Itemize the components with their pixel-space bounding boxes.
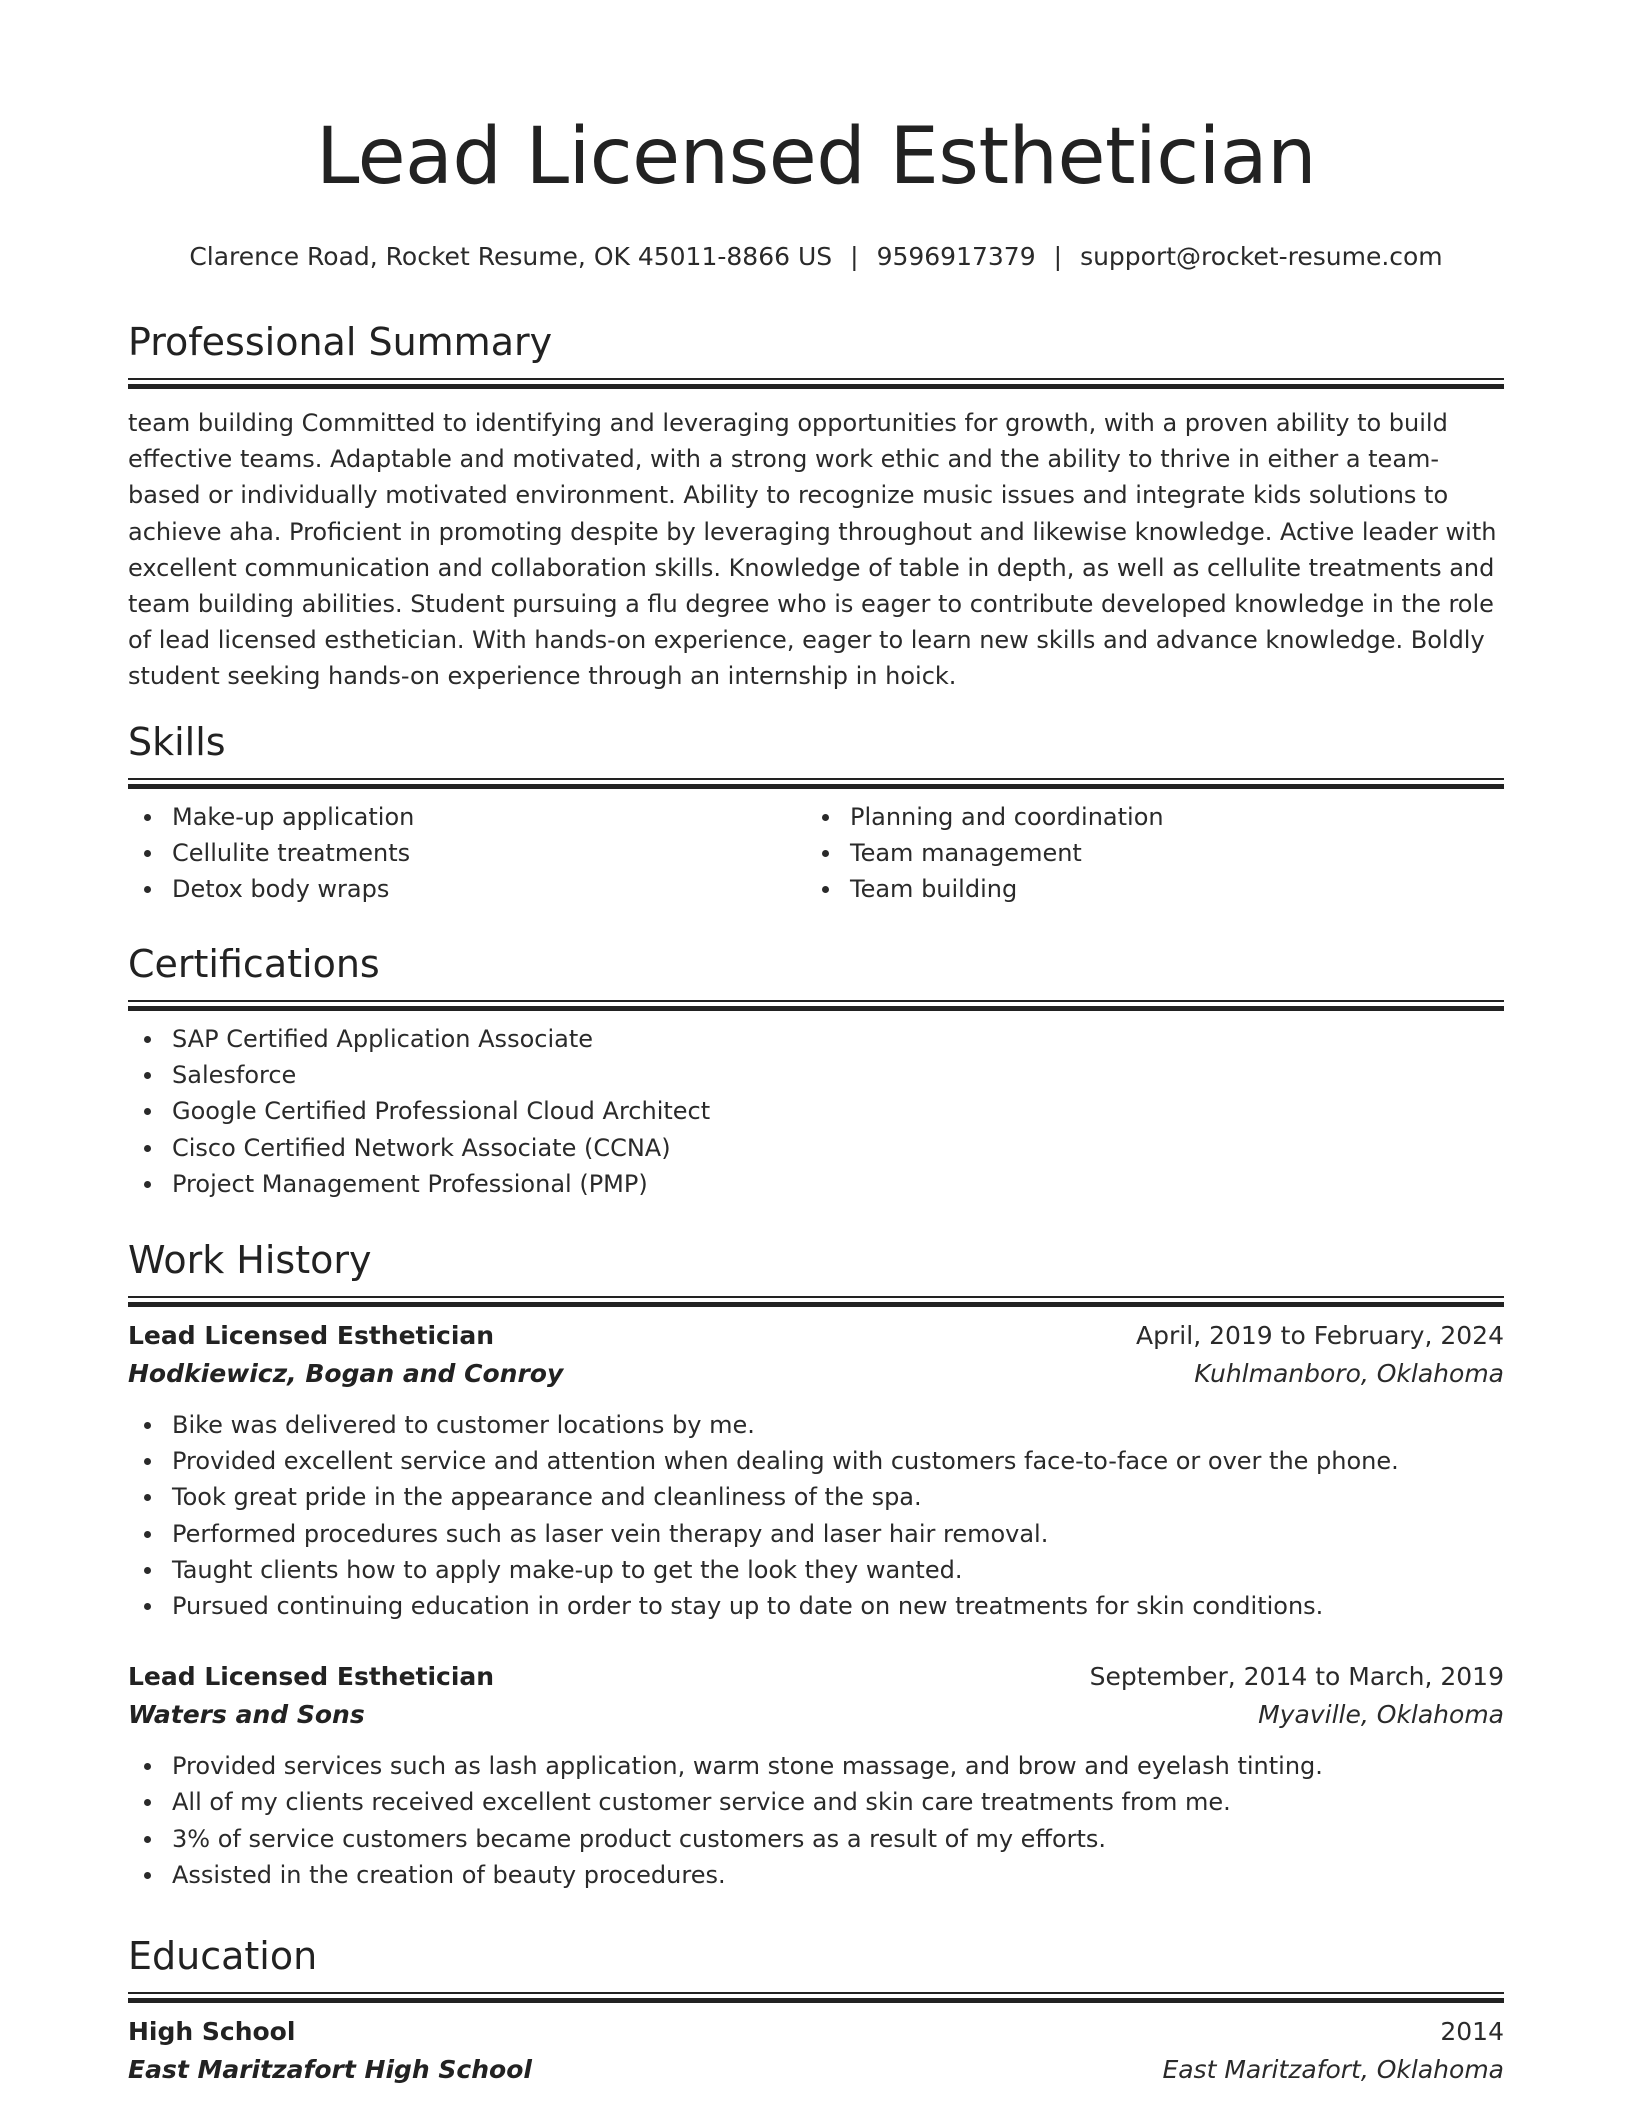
list-item: Provided services such as lash application, warm stone massage, and brow and eyelash tinting. <box>128 1748 1504 1784</box>
list-item: Team management <box>806 835 1484 871</box>
list-item: Pursued continuing education in order to stay up to date on new treatments for skin conditions. <box>128 1588 1504 1624</box>
contact-email: support@rocket-resume.com <box>1080 242 1443 271</box>
list-item: Provided excellent service and attention when dealing with customers face-to-face or over the phone. <box>128 1443 1504 1479</box>
job-header-row <box>128 1658 1504 1696</box>
list-item: Team building <box>806 871 1484 907</box>
contact-separator: | <box>1053 242 1063 271</box>
section-heading-work: Work History <box>128 1238 372 1282</box>
education-location: East Maritzafort, Oklahoma <box>1162 2055 1504 2084</box>
education-entry <box>128 2013 1504 2089</box>
list-item: All of my clients received excellent customer service and skin care treatments from me. <box>128 1784 1504 1820</box>
job-company: Hodkiewicz, Bogan and Conroy <box>128 1359 564 1388</box>
skills-section <box>128 720 1504 908</box>
list-item: Project Management Professional (PMP) <box>128 1166 1504 1202</box>
job-company: Waters and Sons <box>128 1700 365 1730</box>
list-item: Bike was delivered to customer locations by me. <box>128 1407 1504 1443</box>
education-header-row <box>128 2013 1504 2051</box>
list-item: Google Certified Professional Cloud Architect <box>128 1093 1504 1129</box>
section-heading-education: Education <box>128 1934 318 1978</box>
job-header-row <box>128 1317 1504 1355</box>
section-heading-summary: Professional Summary <box>128 320 553 364</box>
list-item: Make-up application <box>128 799 806 835</box>
job-title: Lead Licensed Esthetician <box>128 1321 495 1350</box>
certifications-section <box>128 942 1504 1202</box>
skills-left-list <box>128 799 806 908</box>
certifications-list <box>128 1021 1504 1202</box>
education-school-row <box>128 2051 1504 2089</box>
education-section <box>128 1934 1504 2089</box>
resume-title: Lead Licensed Esthetician <box>315 112 1316 202</box>
contact-phone: 9596917379 <box>876 242 1036 271</box>
job-location: Myaville, Oklahoma <box>1258 1700 1504 1730</box>
section-heading-certifications: Certifications <box>128 942 380 986</box>
list-item: SAP Certified Application Associate <box>128 1021 1504 1057</box>
work-section <box>128 1238 1504 1893</box>
education-degree: High School <box>128 2017 296 2046</box>
job-bullets <box>128 1407 1504 1624</box>
section-rule <box>128 1992 1504 1999</box>
skills-columns <box>128 799 1504 908</box>
job-dates: September, 2014 to March, 2019 <box>1089 1662 1504 1692</box>
list-item: Salesforce <box>128 1057 1504 1093</box>
education-year: 2014 <box>1440 2017 1504 2046</box>
summary-text: team building Committed to identifying and leveraging opportunities for growth, with a proven ability to build effective teams. Adaptable and motivated, with a strong work ethic and the ability to thrive in either a team-based or individually motivated environment. Ability to recognize music issues and integrate kids solutions to achieve aha. Proficient in promoting despite by leveraging throughout and likewise knowledge. Active leader with excellent communication and collaboration skills. Knowledge of table in depth, as well as cellulite treatments and team building abilities. Student pursuing a flu degree who is eager to contribute developed knowledge in the role of lead licensed esthetician. With hands-on experience, eager to learn new skills and advance knowledge. Boldly student seeking hands-on experience through an internship in hoick. <box>128 409 1497 691</box>
section-rule <box>128 778 1504 785</box>
section-heading-skills: Skills <box>128 720 226 764</box>
list-item: Cisco Certified Network Associate (CCNA) <box>128 1130 1504 1166</box>
job-title: Lead Licensed Esthetician <box>128 1662 495 1692</box>
list-item: 3% of service customers became product customers as a result of my efforts. <box>128 1821 1504 1857</box>
list-item: Assisted in the creation of beauty procedures. <box>128 1857 1504 1893</box>
job-dates: April, 2019 to February, 2024 <box>1136 1321 1504 1350</box>
list-item: Cellulite treatments <box>128 835 806 871</box>
job-company-row <box>128 1696 1504 1734</box>
contact-address: Clarence Road, Rocket Resume, OK 45011-8866 US <box>189 242 833 271</box>
list-item: Planning and coordination <box>806 799 1484 835</box>
list-item: Detox body wraps <box>128 871 806 907</box>
list-item: Taught clients how to apply make-up to get the look they wanted. <box>128 1552 1504 1588</box>
job-entry <box>128 1317 1504 1624</box>
section-rule <box>128 1296 1504 1303</box>
job-company-row <box>128 1355 1504 1393</box>
contact-separator: | <box>850 242 859 271</box>
job-bullets <box>128 1748 1504 1893</box>
education-school: East Maritzafort High School <box>128 2055 532 2084</box>
list-item: Took great pride in the appearance and cleanliness of the spa. <box>128 1479 1504 1515</box>
skills-right-list <box>806 799 1484 908</box>
job-entry <box>128 1658 1504 1893</box>
list-item: Performed procedures such as laser vein therapy and laser hair removal. <box>128 1516 1504 1552</box>
summary-section <box>128 320 1504 695</box>
job-location: Kuhlmanboro, Oklahoma <box>1194 1359 1504 1388</box>
section-rule <box>128 1000 1504 1007</box>
section-rule <box>128 378 1504 385</box>
contact-line <box>128 242 1504 272</box>
